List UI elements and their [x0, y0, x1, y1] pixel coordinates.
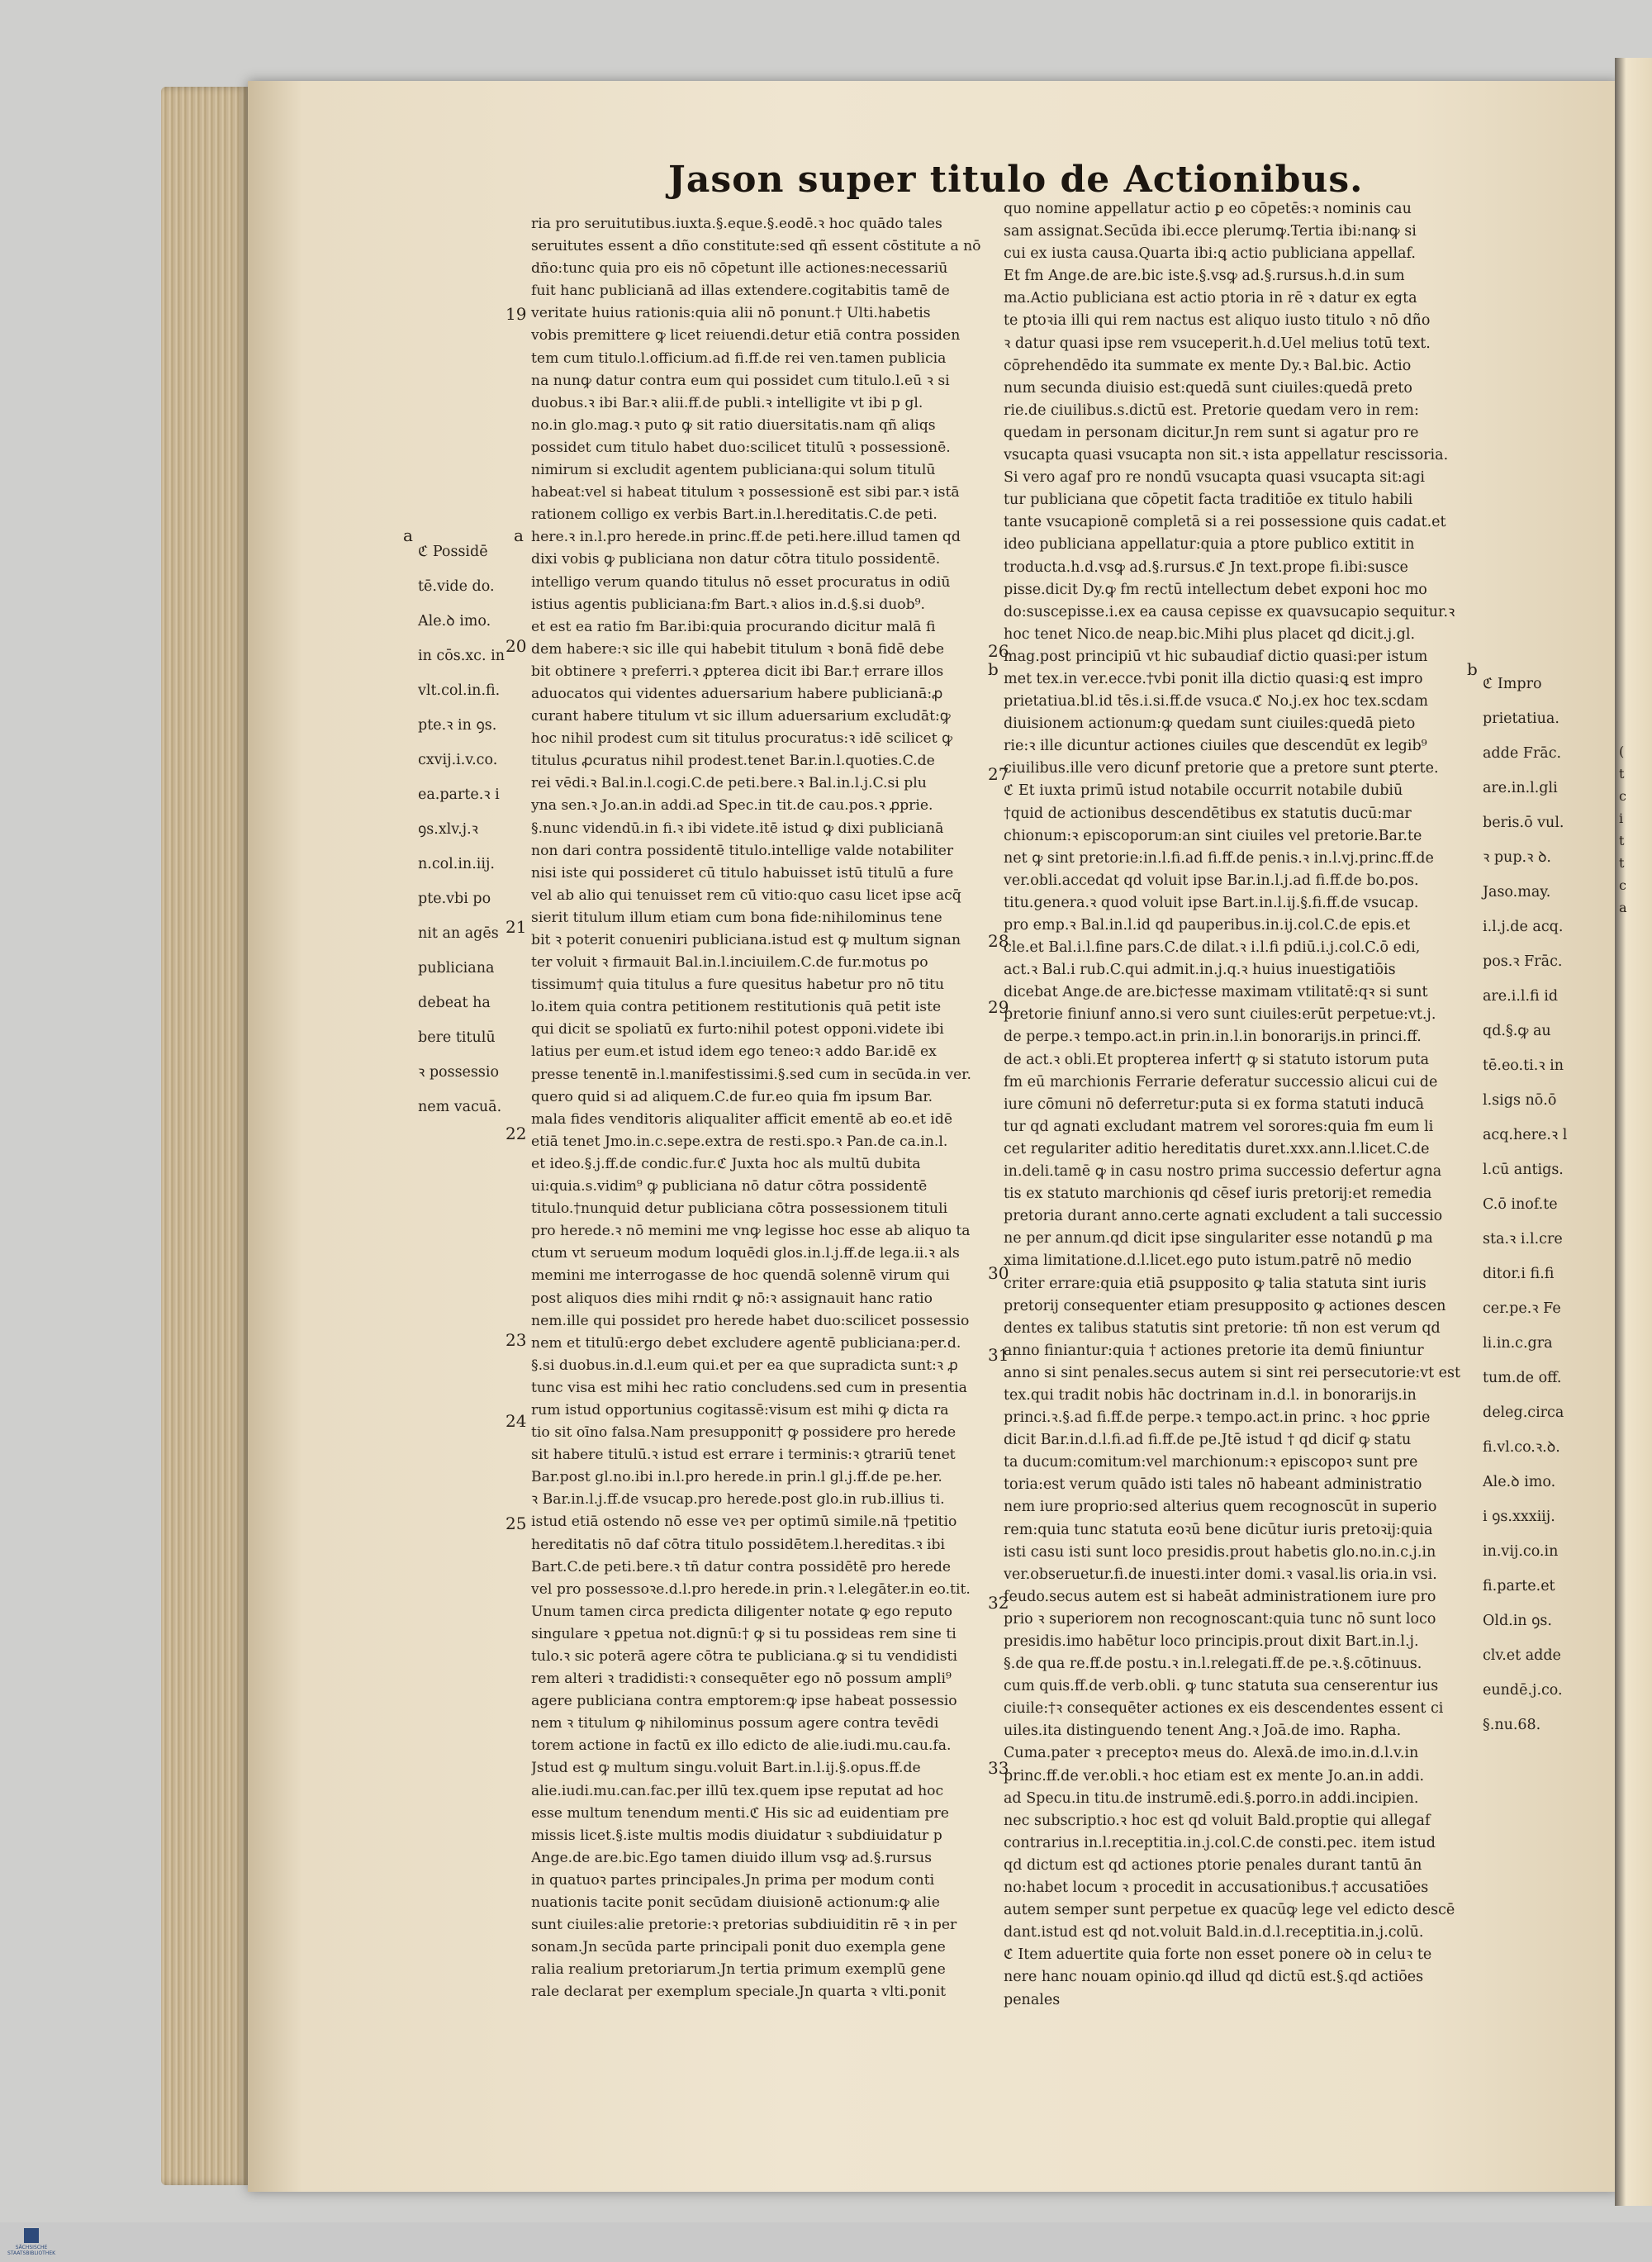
running-header: [657, 155, 1364, 203]
marginal-note-line: debeat ha: [418, 994, 491, 1011]
text-line: pretorie finiunf anno.si vero sunt ciuiles:erūt perpetue:vt.j.: [1004, 1006, 1436, 1024]
marginal-note-line: tum.de off.: [1483, 1369, 1562, 1386]
text-line: nimirum si excludit agentem publiciana:qui solum titulū: [531, 462, 936, 479]
text-line: ciuilibus.ille vero dicunf pretorie que a pretore sunt ꝑterte.: [1004, 760, 1439, 777]
text-line: ver.obli.accedat qd voluit ipse Bar.in.l.j.ad fi.ff.de bo.pos.: [1004, 872, 1419, 889]
text-line: etiā tenet Jmo.in.c.sepe.extra de resti.spo.ꝛ Pan.de ca.in.l.: [531, 1133, 948, 1150]
text-line: princi.ꝛ.§.ad fi.ff.de perpe.ꝛ tempo.act.in princ. ꝛ hoc ꝑprie: [1004, 1409, 1431, 1427]
text-line: cle.et Bal.i.l.fine pars.C.de dilat.ꝛ i.l.fi pdiū.i.j.col.C.ō edi,: [1004, 939, 1421, 957]
marginal-note-line: Old.in ꝯs.: [1483, 1612, 1552, 1629]
text-line: †quid de actionibus descendētibus ex statutis ducū:mar: [1004, 805, 1412, 822]
paragraph-number: 30: [988, 1263, 1009, 1283]
marginal-note-line: tē.vide do.: [418, 577, 495, 595]
text-line: met tex.in ver.ecce.†vbi ponit illa dictio quasi:ꝗ est impro: [1004, 670, 1423, 687]
text-line: ciuile:†ꝛ consequēter actiones ex eis descendentes essent ci: [1004, 1700, 1444, 1718]
text-line: tunc visa est mihi hec ratio concludens.sed cum in presentia: [531, 1379, 967, 1396]
marginal-note-line: deleg.circa: [1483, 1404, 1564, 1421]
text-line: Unum tamen circa predicta diligenter notate ꝙ ego reputo: [531, 1603, 953, 1620]
marginal-note-line: Jaso.may.: [1483, 883, 1551, 901]
text-line: ralia realium pretoriarum.Jn tertia primum exemplū gene: [531, 1961, 946, 1979]
text-line: Bar.post gl.no.ibi in.l.pro herede.in prin.l gl.j.ff.de pe.her.: [531, 1469, 942, 1486]
text-line: nisi iste qui possideret cū titulo habuisset istū titulū a fure: [531, 864, 954, 882]
library-logo-line2: STAATSBIBLIOTHEK: [7, 2250, 56, 2256]
text-line: quero quid si ad aliquem.C.de fur.eo quia fm ipsum Bar.: [531, 1088, 933, 1105]
marginal-note-line: prietatiua.: [1483, 710, 1559, 727]
marginal-note-line: are.i.l.fi id: [1483, 987, 1559, 1005]
text-line: do:suscepisse.i.ex ea causa cepisse ex quavsucapio sequitur.ꝛ: [1004, 603, 1455, 620]
text-line: vsucapta quasi vsucapta non sit.ꝛ ista appellatur rescissoria.: [1004, 447, 1449, 464]
text-line: pretorij consequenter etiam presupposito ꝙ actiones descen: [1004, 1297, 1446, 1314]
text-line: rem alteri ꝛ tradidisti:ꝛ consequēter ego nō possum ampli⁹: [531, 1670, 952, 1688]
text-line: pisse.dicit Dy.ꝙ fm rectū intellectum debet exponi hoc mo: [1004, 581, 1427, 598]
text-line: Ange.de are.bic.Ego tamen diuido illum vsꝙ ad.§.rursus: [531, 1849, 933, 1866]
marginal-note-line: cxvij.i.v.co.: [418, 751, 498, 768]
text-line: uiles.ita distinguendo tenent Ang.ꝛ Joā.de imo. Rapha.: [1004, 1723, 1402, 1740]
text-line: princ.ff.de ver.obli.ꝛ hoc etiam est ex mente Jo.an.in addi.: [1004, 1767, 1425, 1784]
text-line: contrarius in.l.receptitia.in.j.col.C.de consti.pec. item istud: [1004, 1834, 1436, 1851]
text-line: non dari contra possidentē titulo.intellige valde notabiliter: [531, 842, 954, 859]
marginal-note-line: l.cū antigs.: [1483, 1161, 1564, 1178]
text-line: esse multum tenendum menti.ℭ His sic ad euidentiam pre: [531, 1804, 949, 1822]
marginal-note-line: in cōs.xc. in: [418, 647, 505, 664]
text-line: xima limitatione.d.l.licet.ego puto istum.patrē nō medio: [1004, 1252, 1412, 1270]
text-line: ria pro seruitutibus.iuxta.§.eque.§.eodē.ꝛ hoc quādo tales: [531, 216, 942, 232]
text-line: §.si duobus.in.d.l.eum qui.et per ea que supradicta sunt:ꝛ ꝓ: [531, 1357, 958, 1374]
text-line: qd dictum est qd actiones ptorie penales durant tantū ān: [1004, 1856, 1422, 1874]
fragment-char: a: [1619, 900, 1627, 915]
text-line: ℭ Item aduertite quia forte non esset ponere oꝺ in celuꝛ te: [1004, 1946, 1432, 1964]
next-page-fragments: [1619, 744, 1652, 922]
page-title: Jason super titulo de Actionibus.: [668, 158, 1364, 201]
text-line: ne per annum.qd dicit ipse singulariter esse notandū ꝑ ma: [1004, 1230, 1433, 1247]
text-line: istud etiā ostendo nō esse veꝛ per optimū simile.nā †petitio: [531, 1514, 957, 1531]
marginal-letter-b: b: [988, 659, 999, 679]
text-line: anno finiantur:quia † actiones pretorie ita demū finiuntur: [1004, 1342, 1424, 1359]
text-line: rum istud opportunius cogitassē:visum est mihi ꝙ dicta ra: [531, 1401, 949, 1419]
paragraph-number: 22: [506, 1124, 527, 1143]
marginal-note-line: qd.§.ꝙ au: [1483, 1022, 1551, 1039]
text-line: nuationis tacite ponit secūdam diuisionē actionum:ꝙ alie: [531, 1894, 940, 1912]
text-line: fuit hanc publicianā ad illas extendere.cogitabitis tamē de: [531, 283, 950, 300]
text-line: istius agentis publiciana:fm Bart.ꝛ alios in.d.§.si duob⁹.: [531, 596, 925, 613]
text-line: ui:quia.s.vidim⁹ ꝙ publiciana nō datur cōtra possidentē: [531, 1178, 928, 1195]
paragraph-number: 32: [988, 1593, 1009, 1613]
marginal-note-line: Ale.ꝺ imo.: [418, 612, 491, 630]
paragraph-number: 21: [506, 917, 527, 937]
fragment-char: t: [1619, 766, 1625, 782]
text-line: ctum vt serueum modum loquēdi glos.in.l.j.ff.de lega.ii.ꝛ als: [531, 1245, 960, 1262]
fragment-char: c: [1619, 788, 1626, 804]
text-line: nem ꝛ titulum ꝙ nihilominus possum agere contra tevēdi: [531, 1715, 939, 1732]
text-line: rationem colligo ex verbis Bart.in.l.hereditatis.C.de peti.: [531, 506, 938, 524]
marginal-note-line: C.ō inof.te: [1483, 1195, 1558, 1213]
text-line: rie.de ciuilibus.s.dictū est. Pretorie quedam vero in rem:: [1004, 402, 1419, 419]
text-line: tante vsucapionē completā si a rei possessione quis cadat.et: [1004, 514, 1446, 531]
text-line: ad Specu.in titu.de instrumē.edi.§.porro.in addi.incipien.: [1004, 1789, 1419, 1807]
left-marginal-note: [418, 527, 542, 1132]
text-line: sunt ciuiles:alie pretorie:ꝛ pretorias subdiuiditin rē ꝛ in per: [531, 1917, 957, 1934]
marginal-note-line: nit an agēs: [418, 924, 499, 942]
text-line: chionum:ꝛ episcoporum:an sint ciuiles vel pretorie.Bar.te: [1004, 827, 1422, 844]
paragraph-number: 28: [988, 931, 1009, 951]
marginal-note-line: acq.here.ꝛ l: [1483, 1126, 1568, 1143]
paragraph-number: 31: [988, 1345, 1009, 1365]
text-line: possidet cum titulo habet duo:scilicet titulū ꝛ possessionē.: [531, 439, 951, 456]
marginal-letter-b: b: [1467, 659, 1478, 679]
text-line: sonam.Jn secūda parte principali ponit duo exempla gene: [531, 1939, 946, 1956]
viewer-bottom-bar: [0, 2222, 1652, 2262]
text-line: tio sit oīno falsa.Nam presupponit† ꝙ possidere pro herede: [531, 1424, 957, 1442]
marginal-note-line: cer.pe.ꝛ Fe: [1483, 1300, 1561, 1317]
text-line: dicebat Ange.de are.bic†esse maximam vtilitatē:qꝛ si sunt: [1004, 984, 1428, 1001]
marginal-note-line: l.sigs nō.ō: [1483, 1091, 1557, 1109]
library-logo: [7, 2222, 56, 2262]
marginal-note-line: ꝯs.xlv.j.ꝛ: [418, 820, 478, 838]
paragraph-number: 20: [506, 636, 527, 656]
text-line: et ideo.§.j.ff.de condic.fur.ℭ Juxta hoc als multū dubita: [531, 1155, 921, 1172]
marginal-note-line: vlt.col.in.fi.: [418, 682, 501, 699]
library-logo-icon: [24, 2228, 39, 2243]
text-line: autem semper sunt perpetue ex quacūꝙ lege vel edicto descē: [1004, 1902, 1455, 1919]
text-line: dem habere:ꝛ sic ille qui habebit titulum ꝛ bonā fidē debe: [531, 640, 945, 658]
text-line: num secunda diuisio est:quedā sunt ciuiles:quedā preto: [1004, 379, 1412, 397]
text-line: no.in glo.mag.ꝛ puto ꝙ sit ratio diuersitatis.nam qñ aliqs: [531, 416, 936, 434]
text-line: diuisionem actionum:ꝙ quedam sunt ciuiles:quedā pieto: [1004, 715, 1416, 733]
text-line: dant.istud est qd not.voluit Bald.in.d.l.receptitia.in.j.colū.: [1004, 1924, 1424, 1941]
text-line: aduocatos qui videntes aduersarium habere publicianā:ꝓ: [531, 685, 943, 702]
marginal-note-line: pte.ꝛ in ꝯs.: [418, 716, 497, 734]
text-line: et est ea ratio fm Bar.ibi:quia procurando dicitur malā fi: [531, 618, 936, 635]
text-line: post aliquos dies mihi rndit ꝙ nō:ꝛ assignauit hanc ratio: [531, 1290, 933, 1307]
text-line: tur qd agnati excludant matrem vel sorores:quia fm eum li: [1004, 1118, 1434, 1135]
text-line: vobis premittere ꝙ licet reiuendi.detur etiā contra possiden: [531, 327, 961, 345]
paragraph-number: 24: [506, 1411, 527, 1431]
text-line: duobus.ꝛ ibi Bar.ꝛ alii.ff.de publi.ꝛ intelligite vt ibi p gl.: [531, 394, 923, 411]
text-line: bit ꝛ poterit conueniri publiciana.istud est ꝙ multum signan: [531, 932, 961, 948]
marginal-note-line: are.in.l.gli: [1483, 779, 1558, 796]
text-line: act.ꝛ Bal.i rub.C.qui admit.in.j.q.ꝛ huius inuestigatiōis: [1004, 962, 1396, 979]
text-line: in.deli.tamē ꝙ in casu nostro prima successio defertur agna: [1004, 1163, 1442, 1181]
text-line: ideo publiciana appellatur:quia a ptore publico extitit in: [1004, 536, 1415, 554]
marginal-note-line: ꝛ pup.ꝛ ꝺ.: [1483, 848, 1551, 866]
text-line: dentes ex talibus statutis sint pretorie: tñ non est verum qd: [1004, 1319, 1441, 1337]
text-line: prietatiua.bl.id tēs.i.si.ff.de vsuca.ℭ No.j.ex hoc tex.scdam: [1004, 693, 1429, 710]
text-line: de perpe.ꝛ tempo.act.in prin.in.l.in bonorarijs.in princi.ff.: [1004, 1029, 1422, 1046]
text-line: net ꝙ sint pretorie:in.l.fi.ad fi.ff.de penis.ꝛ in.l.vj.princ.ff.de: [1004, 849, 1434, 867]
marginal-note-line: tē.eo.ti.ꝛ in: [1483, 1057, 1564, 1074]
marginal-note-line: ꝛ possessio: [418, 1063, 500, 1081]
marginal-letter-a: a: [403, 525, 413, 545]
text-line: cōprehendēdo ita summate ex mente Dy.ꝛ Bal.bic. Actio: [1004, 357, 1412, 374]
marginal-note-line: bere titulū: [418, 1029, 496, 1046]
text-line: tex.qui tradit nobis hāc doctrinam in.d.l. in bonorarijs.in: [1004, 1386, 1417, 1404]
text-line: de act.ꝛ obli.Et propterea infert† ꝙ si statuto istorum puta: [1004, 1051, 1430, 1068]
text-line: nere hanc nouam opinio.qd illud qd dictū est.§.qd actiōes: [1004, 1969, 1424, 1986]
text-line: sierit titulum illum etiam cum bona fide:nihilominus tene: [531, 909, 942, 926]
marginal-note-line: nem vacuā.: [418, 1098, 502, 1115]
text-line: quedam in personam dicitur.Jn rem sunt si agatur pro re: [1004, 424, 1419, 441]
text-line: dño:tunc quia pro eis nō cōpetunt ille actiones:necessariū: [531, 260, 948, 278]
fragment-char: t: [1619, 833, 1625, 848]
marginal-note-line: Ale.ꝺ imo.: [1483, 1473, 1556, 1490]
marginal-note-line: ditor.i fi.fi: [1483, 1265, 1555, 1282]
text-line: pretoria durant anno.certe agnati excludent a tali successio: [1004, 1208, 1443, 1225]
fragment-char: t: [1619, 855, 1625, 871]
text-line: vel ab alio qui tenuisset rem cū vitio:quo casu licet ipse acq̄: [531, 886, 961, 904]
right-text-column: [1004, 198, 1462, 2140]
text-line: yna sen.ꝛ Jo.an.in addi.ad Spec.in tit.de cau.pos.ꝛ ꝓprie.: [531, 797, 933, 815]
text-line: hoc tenet Nico.de neap.bic.Mihi plus placet qd dicit.j.gl.: [1004, 625, 1416, 643]
text-line: vel pro possessoꝛe.d.l.pro herede.in prin.ꝛ l.elegāter.in eo.tit.: [531, 1580, 971, 1598]
marginal-note-line: fi.parte.et: [1483, 1577, 1555, 1594]
text-line: tulo.ꝛ sic poterā agere cōtra te publiciana.ꝙ si tu vendidisti: [531, 1648, 957, 1665]
marginal-note-line: li.in.c.gra: [1483, 1334, 1553, 1352]
marginal-note-line: n.col.in.iij.: [418, 855, 495, 872]
text-line: seruitutes essent a dño constitute:sed qñ essent cōstitute a nō: [531, 238, 981, 255]
text-line: missis licet.§.iste multis modis diuidatur ꝛ subdiuidatur p: [531, 1827, 942, 1844]
text-line: quo nomine appellatur actio ꝑ eo cōpetēs:ꝛ nominis cau: [1004, 201, 1412, 217]
marginal-note-line: in.vij.co.in: [1483, 1542, 1559, 1560]
marginal-note-line: clv.et adde: [1483, 1647, 1561, 1664]
paragraph-number: 27: [988, 764, 1009, 784]
text-line: tis ex statuto marchionis qd cēsef iuris pretorij:et remedia: [1004, 1186, 1432, 1203]
text-line: alie.iudi.mu.can.fac.per illū tex.quem ipse reputat ad hoc: [531, 1782, 944, 1799]
text-line: ꝛ Bar.in.l.j.ff.de vsucap.pro herede.post glo.in rub.illius ti.: [531, 1491, 945, 1509]
marginal-note-line: ea.parte.ꝛ i: [418, 786, 500, 803]
text-line: lo.item quia contra petitionem restitutionis quā petit iste: [531, 999, 942, 1016]
text-line: hereditatis nō daf cōtra titulo possidētem.l.hereditas.ꝛ ibi: [531, 1536, 946, 1553]
text-line: criter errare:quia etiā ꝑsupposito ꝙ talia statuta sint iuris: [1004, 1275, 1427, 1292]
paragraph-number: 25: [506, 1514, 527, 1533]
text-line: rie:ꝛ ille dicuntur actiones ciuiles que descendūt ex legib⁹: [1004, 738, 1427, 755]
text-line: Jstud est ꝙ multum singu.voluit Bart.in.l.ij.§.opus.ff.de: [531, 1760, 921, 1777]
text-line: here.ꝛ in.l.pro herede.in princ.ff.de peti.here.illud tamen qd: [531, 529, 961, 546]
text-line: cum quis.ff.de verb.obli. ꝙ tunc statuta sua censerentur ius: [1004, 1678, 1439, 1695]
text-line: dicit Bar.in.d.l.fi.ad fi.ff.de pe.Jtē istud † qd dicif ꝙ statu: [1004, 1432, 1412, 1449]
text-line: ta ducum:comitum:vel marchionum:ꝛ episcopoꝛ sunt pre: [1004, 1454, 1418, 1471]
text-line: no:habet locum ꝛ procedit in accusationibus.† accusatiōes: [1004, 1879, 1429, 1897]
text-line: ꝛ datur quasi ipse rem vsuceperit.h.d.Uel melius totū text.: [1004, 335, 1431, 352]
text-line: titulo.†nunquid detur publiciana cōtra possessionem tituli: [531, 1200, 948, 1218]
text-line: cet regulariter aditio hereditatis duret.xxx.ann.l.licet.C.de: [1004, 1140, 1430, 1157]
text-line: hoc nihil prodest cum sit titulus procuratus:ꝛ idē scilicet ꝙ: [531, 730, 952, 748]
fragment-char: i: [1619, 810, 1624, 826]
text-line: memini me interrogasse de hoc quendā solennē virum qui: [531, 1267, 950, 1285]
paragraph-number: 23: [506, 1330, 527, 1350]
text-line: fm eū marchionis Ferrarie deferatur successio alicui cui de: [1004, 1073, 1438, 1091]
text-line: penales: [1004, 1991, 1061, 2008]
text-line: tem cum titulo.l.officium.ad fi.ff.de rei ven.tamen publicia: [531, 349, 947, 367]
text-line: ℭ Et iuxta primū istud notabile occurrit notabile dubiū: [1004, 782, 1403, 800]
text-line: nem.ille qui possidet pro herede habet duo:scilicet possessio: [531, 1312, 970, 1329]
marginal-note-line: eundē.j.co.: [1483, 1681, 1563, 1699]
paragraph-number: 26: [988, 641, 1009, 661]
marginal-note-line: §.nu.68.: [1483, 1716, 1541, 1733]
text-line: §.de qua re.ff.de postu.ꝛ in.l.relegati.ff.de pe.ꝛ.§.cōtinuus.: [1004, 1656, 1422, 1673]
text-line: rale declarat per exemplum speciale.Jn quarta ꝛ vlti.ponit: [531, 1984, 947, 2001]
text-line: presse tenentē in.l.manifestissimi.§.sed cum in secūda.in ver.: [531, 1066, 971, 1083]
text-line: isti casu isti sunt loco presidis.prout habetis glo.no.in.c.j.in: [1004, 1543, 1436, 1561]
text-line: veritate huius rationis:quia alii nō ponunt.† Ulti.habetis: [531, 305, 931, 322]
text-line: rem:quia tunc statuta eoꝛū bene dicūtur iuris pretoꝛij:quia: [1004, 1521, 1433, 1538]
text-line: pro herede.ꝛ nō memini me vnꝙ legisse hoc esse ab aliquo ta: [531, 1223, 971, 1240]
marginal-note-line: pte.vbi po: [418, 890, 491, 907]
marginal-note-line: ℭ Impro: [1483, 675, 1542, 692]
text-line: intelligo verum quando titulus nō esset procuratus in odiū: [531, 573, 951, 591]
text-line: dixi vobis ꝙ publiciana non datur cōtra titulo possidentē.: [531, 551, 941, 568]
text-line: latius per eum.et istud idem ego teneo:ꝛ addo Bar.idē ex: [531, 1043, 937, 1061]
text-line: pro emp.ꝛ Bal.in.l.id qd pauperibus.in.ij.col.C.de epis.et: [1004, 917, 1411, 934]
paragraph-number: 19: [506, 304, 527, 324]
text-line: nem et titulū:ergo debet excludere agentē publiciana:per.d.: [531, 1334, 961, 1352]
page-edges: [161, 87, 250, 2185]
text-line: Cuma.pater ꝛ preceptoꝛ meus do. Alexā.de imo.in.d.l.v.in: [1004, 1745, 1419, 1762]
text-line: feudo.secus autem est si habeāt administrationem iure pro: [1004, 1588, 1436, 1605]
text-line: nem iure proprio:sed alterius quem recognoscūt in superio: [1004, 1499, 1437, 1516]
right-marginal-note: [1483, 659, 1598, 1750]
text-line: agere publiciana contra emptorem:ꝙ ipse habeat possessio: [531, 1693, 957, 1710]
marginal-note-line: i ꝯs.xxxiij.: [1483, 1508, 1555, 1525]
marginal-note-line: pos.ꝛ Frāc.: [1483, 953, 1563, 970]
text-line: singulare ꝛ ꝑpetua not.dignū:† ꝙ si tu possideas rem sine ti: [531, 1625, 957, 1642]
marginal-note-line: sta.ꝛ i.l.cre: [1483, 1230, 1563, 1247]
text-line: sit habere titulū.ꝛ istud est errare i terminis:ꝛ ꝯtrariū tenet: [531, 1447, 956, 1464]
text-line: anno si sint penales.secus autem si sint rei persecutorie:vt est: [1004, 1364, 1461, 1381]
fragment-char: c: [1619, 877, 1626, 893]
text-line: te ptoꝛia illi qui rem nactus est aliquo iusto titulo ꝛ nō dño: [1004, 312, 1431, 330]
text-line: ma.Actio publiciana est actio ptoria in rē ꝛ datur ex egta: [1004, 290, 1417, 307]
text-line: Et fm Ange.de are.bic iste.§.vsꝙ ad.§.rursus.h.d.in sum: [1004, 268, 1405, 285]
library-logo-line1: SÄCHSISCHE: [15, 2245, 48, 2250]
text-line: tur publiciana que cōpetit facta traditiōe ex titulo habili: [1004, 492, 1413, 509]
marginal-letter-a: a: [514, 525, 524, 545]
text-line: mag.post principiū vt hic subaudiaf dictio quasi:per istum: [1004, 648, 1428, 665]
text-line: mala fides venditoris aliqualiter afficit ementē ab eo.et idē: [531, 1110, 952, 1128]
text-line: titulus ꝓcuratus nihil prodest.tenet Bar.in.l.quoties.C.de: [531, 753, 935, 770]
left-text-column: [531, 213, 981, 2188]
text-line: rei vēdi.ꝛ Bal.in.l.cogi.C.de peti.bere.ꝛ Bal.in.l.j.C.si plu: [531, 775, 927, 792]
text-line: sam assignat.Secūda ibi.ecce plerumꝙ.Tertia ibi:nanꝙ si: [1004, 223, 1417, 240]
text-line: torem actione in factū ex illo edicto de alie.iudi.mu.cau.fa.: [531, 1737, 952, 1755]
marginal-note-line: ℭ Possidē: [418, 543, 488, 560]
paragraph-number: 33: [988, 1758, 1009, 1778]
text-line: §.nunc videndū.in fi.ꝛ ibi videte.itē istud ꝙ dixi publicianā: [531, 820, 944, 837]
text-line: bit obtinere ꝛ preferri.ꝛ ꝓpterea dicit ibi Bar.† errare illos: [531, 663, 944, 680]
marginal-note-line: adde Frāc.: [1483, 744, 1562, 762]
text-line: presidis.imo habētur loco principis.prout dixit Bart.in.l.j.: [1004, 1633, 1419, 1650]
text-line: iure cōmuni nō deferretur:puta si ex forma statuti inducā: [1004, 1095, 1425, 1113]
next-page-edge: [1615, 58, 1652, 2206]
text-line: ter voluit ꝛ firmauit Bal.in.l.inciuilem.C.de fur.motus po: [531, 954, 928, 972]
text-line: nec subscriptio.ꝛ hoc est qd voluit Bald.proptie qui allegaf: [1004, 1812, 1431, 1829]
marginal-note-line: publiciana: [418, 959, 495, 977]
paragraph-number: 29: [988, 997, 1009, 1017]
text-line: habeat:vel si habeat titulum ꝛ possessionē est sibi par.ꝛ istā: [531, 484, 960, 501]
text-line: na nunꝙ datur contra eum qui possidet cum titulo.l.eū ꝛ si: [531, 372, 950, 389]
text-line: toria:est verum quādo isti tales nō habeant administratio: [1004, 1476, 1422, 1494]
text-line: troducta.h.d.vsꝙ ad.§.rursus.ℭ Jn text.prope fi.ibi:susce: [1004, 558, 1408, 576]
text-line: qui dicit se spoliatū ex furto:nihil potest opponi.videte ibi: [531, 1021, 944, 1038]
marginal-note-line: fi.vl.co.ꝛ.ꝺ.: [1483, 1438, 1560, 1456]
text-line: Bart.C.de peti.bere.ꝛ tñ datur contra possidētē pro herede: [531, 1558, 952, 1575]
fragment-char: (: [1619, 744, 1625, 759]
text-line: titu.genera.ꝛ quod voluit ipse Bart.in.l.ij.§.fi.ff.de vsucap.: [1004, 894, 1419, 911]
marginal-note-line: beris.ō vul.: [1483, 814, 1564, 831]
text-line: prio ꝛ superiorem non recognoscant:quia tunc nō sunt loco: [1004, 1610, 1436, 1628]
text-line: Si vero agaf pro re nondū vsucapta quasi vsucapta sit:agi: [1004, 469, 1426, 487]
text-line: ver.obseruetur.fi.de inuesti.inter domi.ꝛ vasal.lis oria.in vsi.: [1004, 1566, 1437, 1583]
text-line: tissimum† quia titulus a fure quesitus habetur pro nō titu: [531, 977, 945, 994]
marginal-note-line: i.l.j.de acq.: [1483, 918, 1564, 935]
text-line: in quatuoꝛ partes principales.Jn prima per modum conti: [531, 1871, 935, 1889]
text-line: curant habere titulum vt sic illum aduersarium excludāt:ꝙ: [531, 708, 951, 725]
text-line: cui ex iusta causa.Quarta ibi:ꝗ actio publiciana appellaf.: [1004, 245, 1416, 263]
